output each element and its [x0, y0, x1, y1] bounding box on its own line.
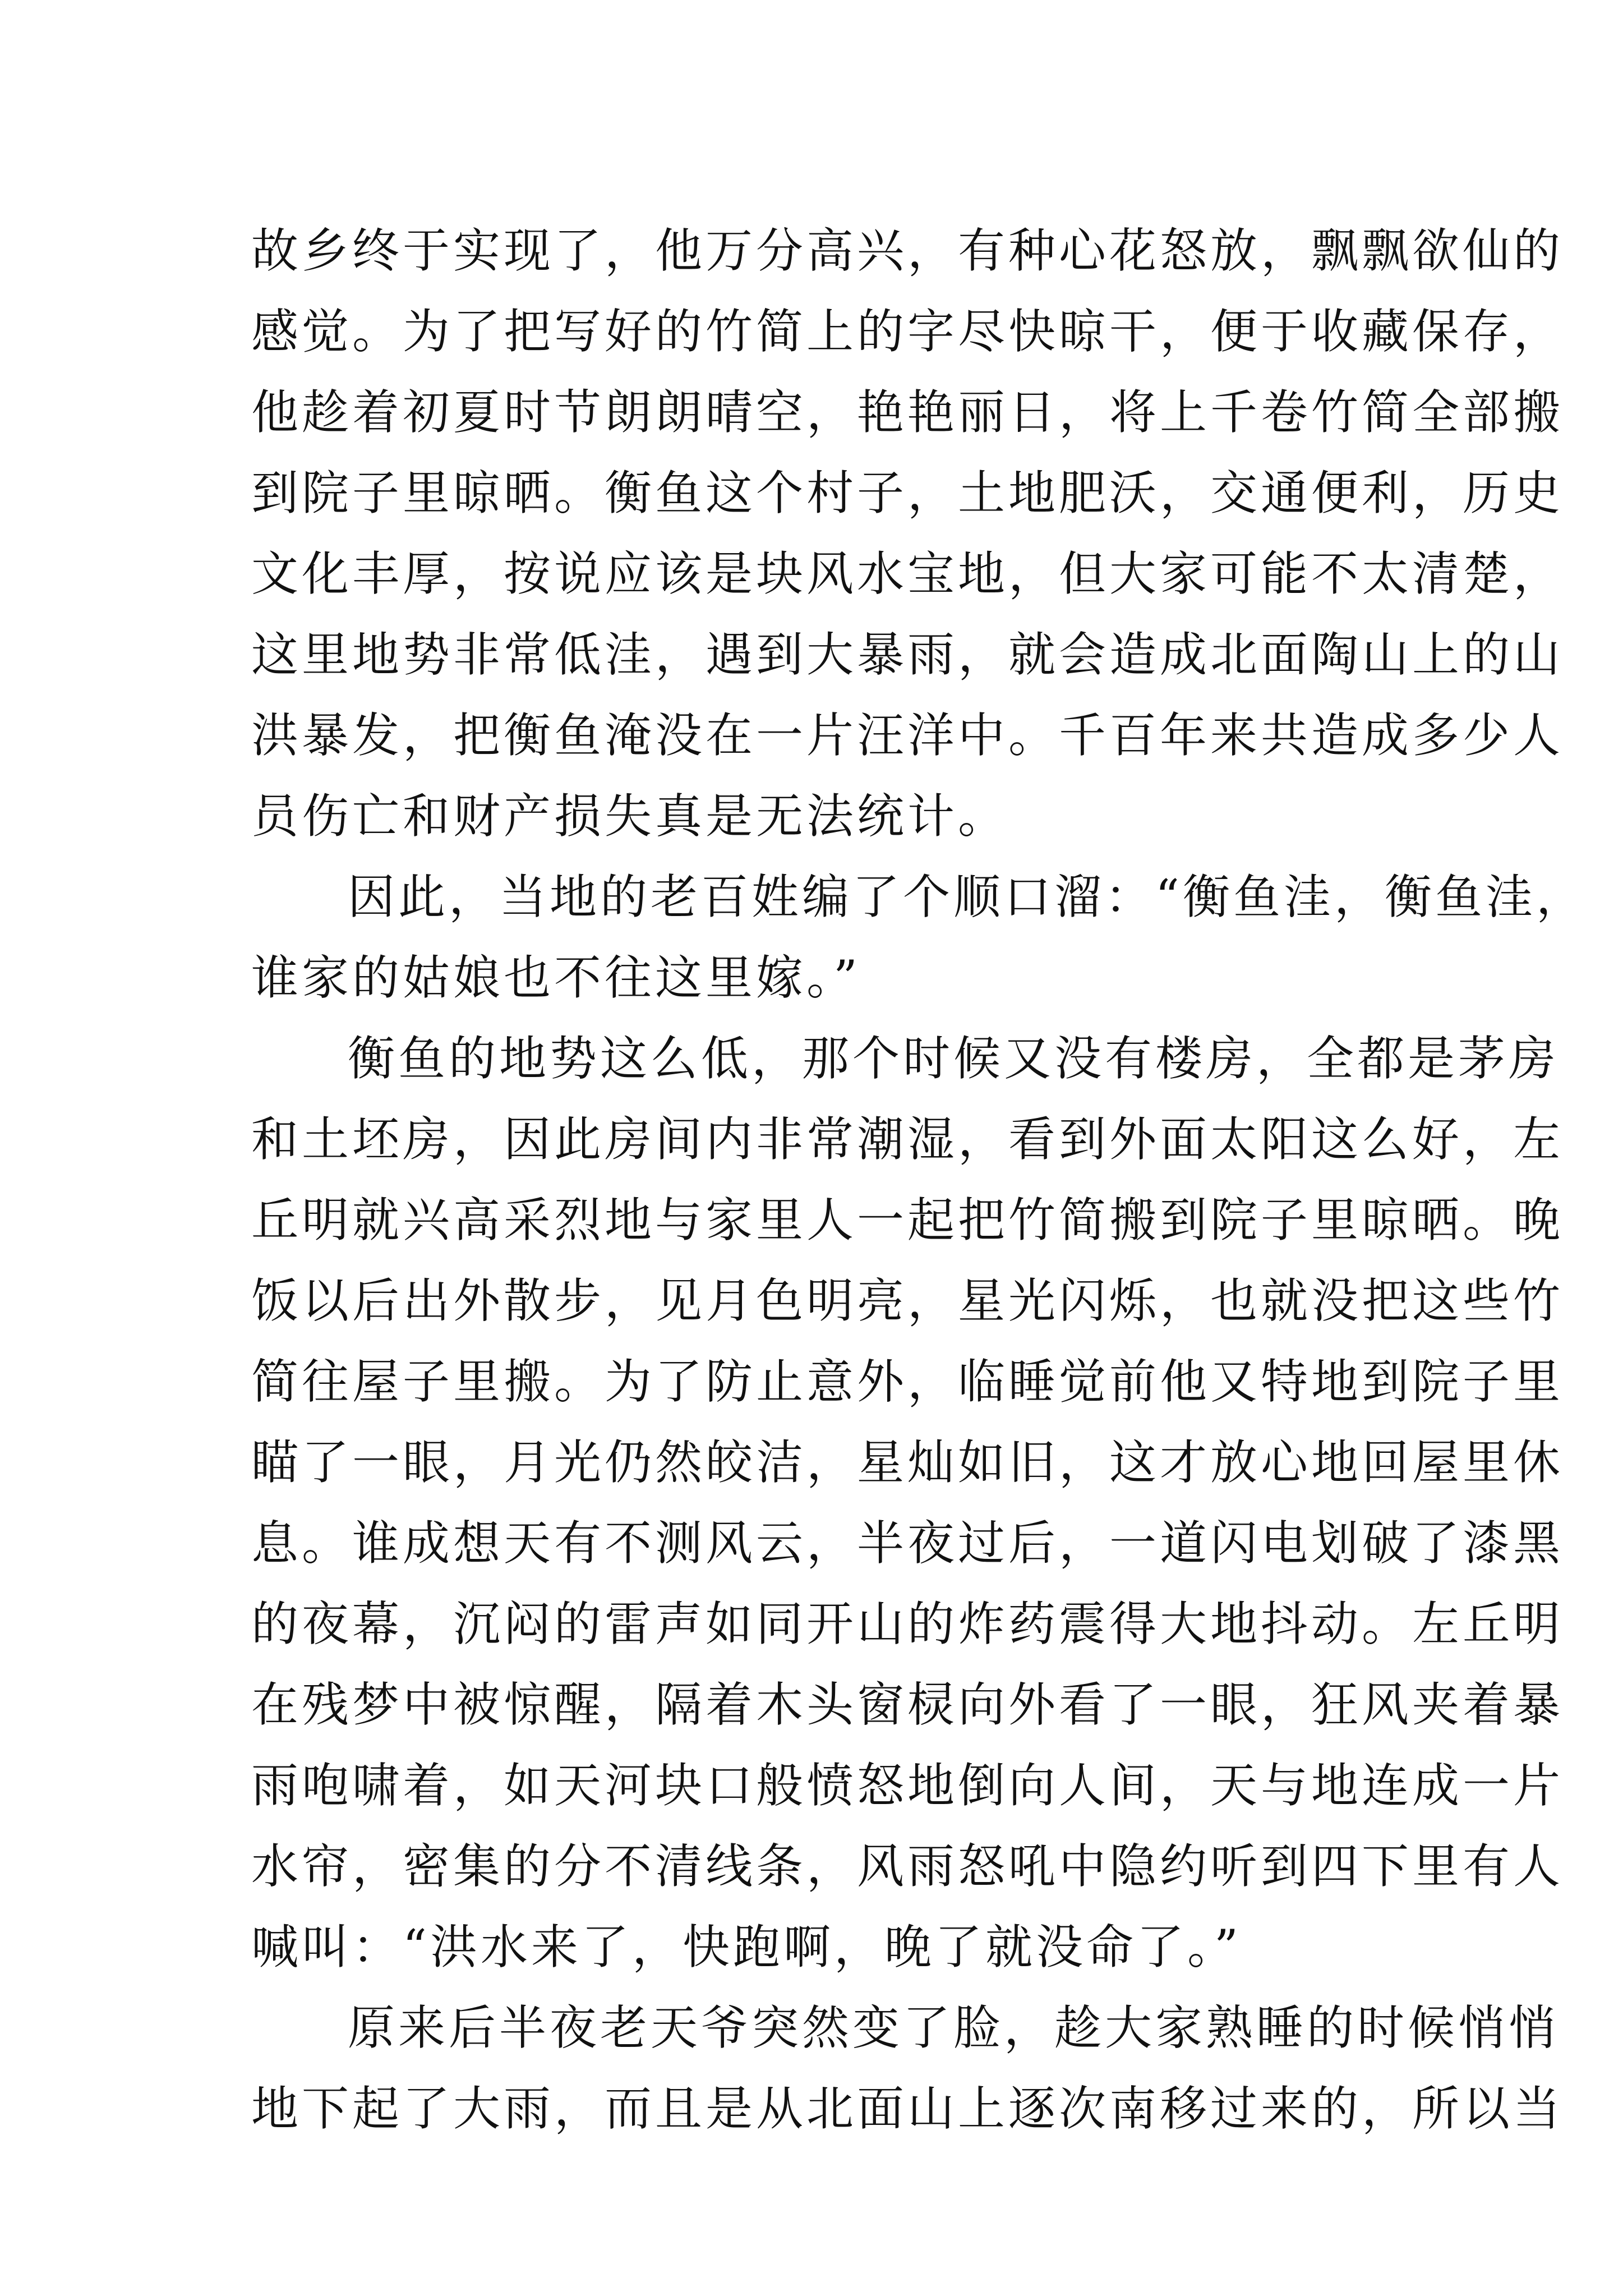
text-line-4: 到院子里晾晒。衡鱼这个村子，土地肥沃，交通便利，历史	[251, 466, 1564, 521]
text-line-7: 洪暴发，把衡鱼淹没在一片汪洋中。千百年来共造成多少人	[251, 708, 1564, 763]
text-line-24: 地下起了大雨，而且是从北面山上逐次南移过来的，所以当	[251, 2081, 1564, 2136]
text-line-23: 原来后半夜老天爷突然变了脸，趁大家熟睡的时候悄悄	[348, 2000, 1560, 2055]
text-line-17: 息。谁成想天有不测风云，半夜过后，一道闪电划破了漆黑	[251, 1516, 1564, 1571]
text-line-6: 这里地势非常低洼，遇到大暴雨，就会造成北面陶山上的山	[251, 627, 1564, 682]
text-line-15: 简往屋子里搬。为了防止意外，临睡觉前他又特地到院子里	[251, 1354, 1564, 1409]
text-line-16: 瞄了一眼，月光仍然皎洁，星灿如旧，这才放心地回屋里休	[251, 1435, 1564, 1490]
text-line-12: 和土坯房，因此房间内非常潮湿，看到外面太阳这么好，左	[251, 1112, 1564, 1167]
text-line-9: 因此，当地的老百姓编了个顺口溜：“衡鱼洼，衡鱼洼，	[348, 869, 1587, 924]
text-line-5: 文化丰厚，按说应该是块风水宝地，但大家可能不太清楚，	[251, 546, 1564, 601]
text-line-1: 故乡终于实现了，他万分高兴，有种心花怒放，飘飘欲仙的	[251, 223, 1564, 278]
text-line-8: 员伤亡和财产损失真是无法统计。	[251, 789, 1009, 844]
text-line-19: 在残梦中被惊醒，隔着木头窗棂向外看了一眼，狂风夹着暴	[251, 1677, 1564, 1732]
body-text	[251, 210, 1587, 2149]
text-line-21: 水帘，密集的分不清线条，风雨怒吼中隐约听到四下里有人	[251, 1839, 1564, 1894]
text-line-13: 丘明就兴高采烈地与家里人一起把竹简搬到院子里晾晒。晚	[251, 1193, 1564, 1248]
text-line-3: 他趁着初夏时节朗朗晴空，艳艳丽日，将上千卷竹简全部搬	[251, 385, 1564, 440]
text-line-18: 的夜幕，沉闷的雷声如同开山的炸药震得大地抖动。左丘明	[251, 1596, 1564, 1651]
text-line-20: 雨咆啸着，如天河块口般愤怒地倒向人间，天与地连成一片	[251, 1758, 1564, 1813]
text-line-2: 感觉。为了把写好的竹简上的字尽快晾干，便于收藏保存，	[251, 304, 1564, 359]
text-line-22: 喊叫：“洪水来了，快跑啊，晚了就没命了。”	[251, 1920, 1242, 1975]
text-line-14: 饭以后出外散步，见月色明亮，星光闪烁，也就没把这些竹	[251, 1273, 1564, 1328]
text-line-10: 谁家的姑娘也不往这里嫁。”	[251, 950, 861, 1005]
text-line-11: 衡鱼的地势这么低，那个时候又没有楼房，全都是茅房	[348, 1031, 1560, 1086]
